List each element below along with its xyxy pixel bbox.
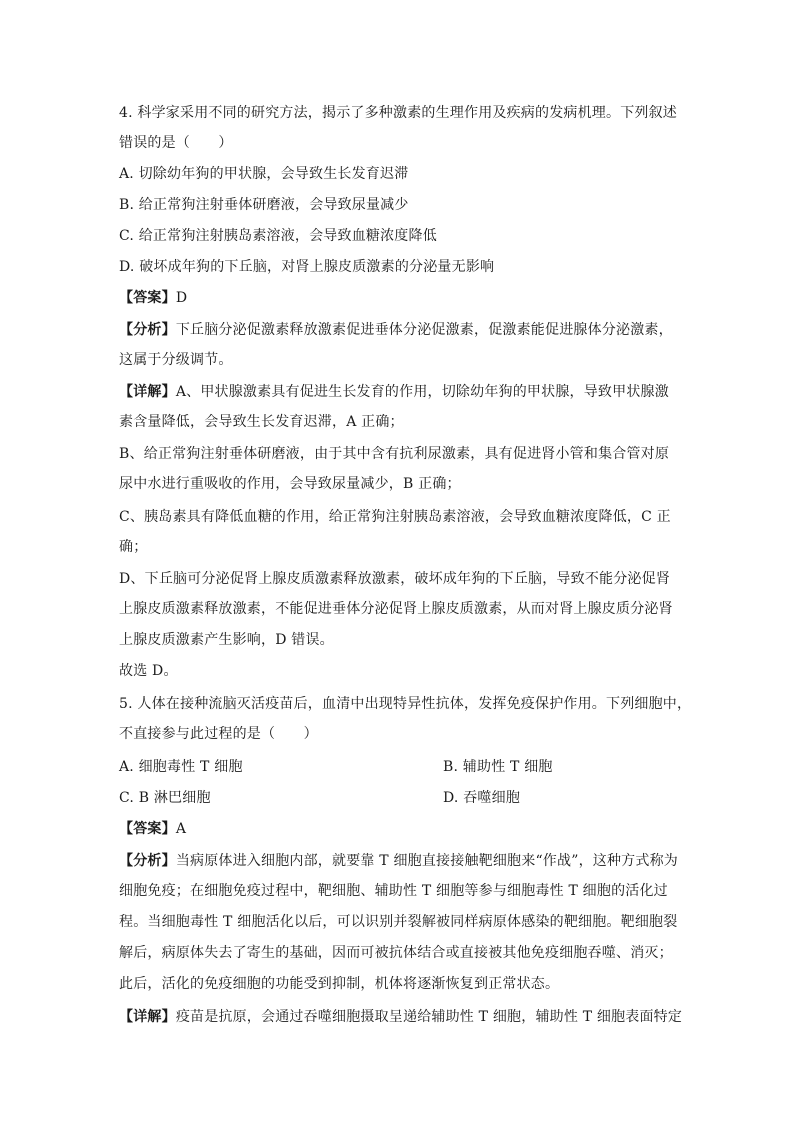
- q5-detail-tag: 【详解】: [119, 1009, 176, 1025]
- q4-stem-line1: 4. 科学家采用不同的研究方法，揭示了多种激素的生理作用及疾病的发病机理。下列叙述: [119, 105, 678, 121]
- q5-analysis-tag: 【分析】: [119, 853, 176, 869]
- q4-detail-text: A、甲状腺激素具有促进生长发育的作用，切除幼年狗的甲状腺，导致甲状腺激: [175, 384, 669, 400]
- q4-detail-line: 上腺皮质激素产生影响，D 错误。: [119, 632, 334, 648]
- q5-analysis-line: 细胞免疫；在细胞免疫过程中，靶细胞、辅助性 T 细胞等参与细胞毒性 T 细胞的活化过: [119, 883, 668, 899]
- q4-option-c: C. 给正常狗注射胰岛素溶液，会导致血糖浓度降低: [119, 228, 437, 244]
- q5-option-c: C. B 淋巴细胞: [119, 790, 211, 806]
- q5-answer: [119, 819, 186, 839]
- q5-analysis-text: 当病原体进入细胞内部，就要靠 T 细胞直接接触靶细胞来“作战”，这种方式称为: [175, 853, 678, 869]
- q4-option-a: A. 切除幼年狗的甲状腺，会导致生长发育迟滞: [119, 166, 409, 182]
- q4-option-b: B. 给正常狗注射垂体研磨液，会导致尿量减少: [119, 197, 409, 213]
- q5-option-a: A. 细胞毒性 T 细胞: [119, 759, 243, 775]
- q4-detail-line: D、下丘脑可分泌促肾上腺皮质激素释放激素，破坏成年狗的下丘脑，导致不能分泌促肾: [119, 571, 671, 587]
- q4-answer-tag: 【答案】: [119, 290, 176, 306]
- q4-detail-line: 故选 D。: [119, 663, 178, 679]
- q5-option-d: D. 吞噬细胞: [443, 790, 521, 806]
- q4-analysis-tag: 【分析】: [119, 322, 176, 338]
- q4-detail-line: 尿中水进行重吸收的作用，会导致尿量减少，B 正确；: [119, 476, 461, 492]
- q4-option-d: D. 破坏成年狗的下丘脑，对肾上腺皮质激素的分泌量无影响: [119, 259, 495, 275]
- q5-detail-text: 疫苗是抗原，会通过吞噬细胞摄取呈递给辅助性 T 细胞，辅助性 T 细胞表面特定: [175, 1009, 683, 1025]
- q5-answer-value: A: [175, 821, 187, 837]
- q5-analysis-line: 此后，活化的免疫细胞的功能受到抑制，机体将逐渐恢复到正常状态。: [119, 976, 560, 992]
- q4-answer: [119, 288, 187, 308]
- q4-detail-line: 上腺皮质激素释放激素，不能促进垂体分泌促肾上腺皮质激素，从而对肾上腺皮质分泌肾: [119, 601, 673, 617]
- q4-detail-line: 素含量降低，会导致生长发育迟滞，A 正确；: [119, 414, 404, 430]
- q4-answer-value: D: [175, 290, 188, 306]
- q4-detail-line: C、胰岛素具有降低血糖的作用，给正常狗注射胰岛素溶液，会导致血糖浓度降低，C 正: [119, 509, 671, 525]
- q5-option-b: B. 辅助性 T 细胞: [443, 759, 553, 775]
- q4-detail-line: B、给正常狗注射垂体研磨液，由于其中含有抗利尿激素，具有促进肾小管和集合管对原: [119, 446, 670, 462]
- q4-detail-line: 确；: [119, 539, 148, 555]
- q4-detail-tag: 【详解】: [119, 384, 176, 400]
- q5-stem-line2: 不直接参与此过程的是（ ）: [119, 726, 318, 742]
- q5-stem-line1: 5. 人体在接种流脑灭活疫苗后，血清中出现特异性抗体，发挥免疫保护作用。下列细胞中，: [119, 696, 692, 712]
- q5-analysis-line: 程。当细胞毒性 T 细胞活化以后，可以识别并裂解被同样病原体感染的靶细胞。靶细胞裂: [119, 914, 678, 930]
- q4-stem-line2: 错误的是（ ）: [119, 135, 233, 151]
- q5-analysis: [119, 851, 678, 871]
- q4-analysis: [119, 320, 673, 340]
- q5-detail: [119, 1007, 682, 1027]
- q5-analysis-line: 解后，病原体失去了寄生的基础，因而可被抗体结合或直接被其他免疫细胞吞噬、消灭；: [119, 945, 673, 961]
- q4-analysis-line2: 这属于分级调节。: [119, 352, 233, 368]
- q5-answer-tag: 【答案】: [119, 821, 176, 837]
- q4-detail: [119, 382, 669, 402]
- q4-analysis-text: 下丘脑分泌促激素释放激素促进垂体分泌促激素，促激素能促进腺体分泌激素，: [175, 322, 673, 338]
